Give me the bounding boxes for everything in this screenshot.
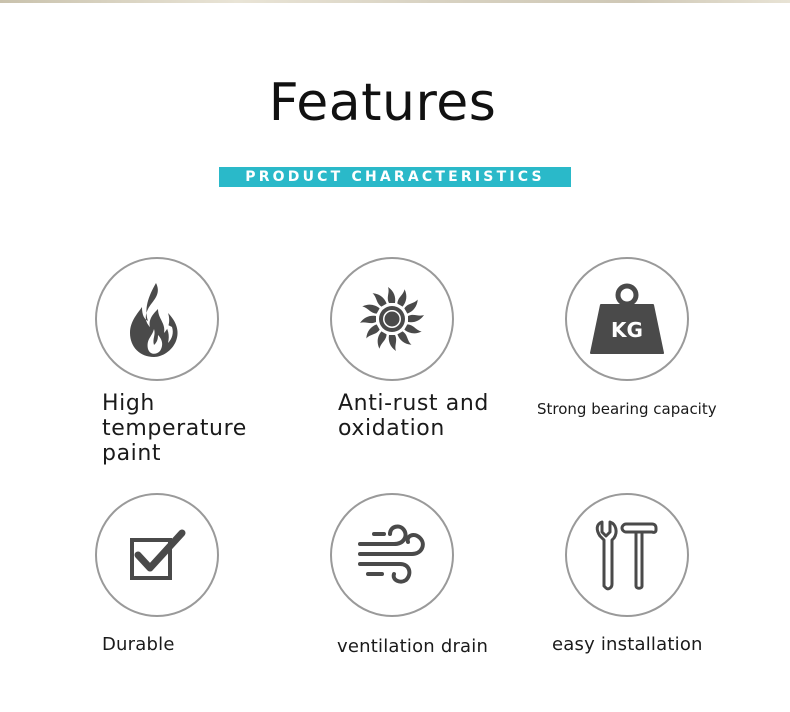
feature-circle-installation: [565, 493, 689, 617]
subtitle-badge: PRODUCT CHARACTERISTICS: [219, 167, 571, 187]
top-decorative-strip: [0, 0, 790, 3]
feature-circle-bearing: [565, 257, 689, 381]
kg-weight-icon: [587, 281, 667, 357]
tools-icon: [592, 518, 662, 592]
feature-label-ventilation: ventilation drain: [337, 636, 489, 657]
feature-circle-high-temperature: [95, 257, 219, 381]
wind-icon: [354, 522, 430, 588]
feature-circle-anti-rust: [330, 257, 454, 381]
kg-text: KG: [611, 318, 643, 342]
sun-icon: [355, 282, 429, 356]
page-title: Features: [268, 73, 497, 133]
feature-circle-ventilation: [330, 493, 454, 617]
feature-label-durable: Durable: [102, 634, 175, 655]
feature-label-high-temperature: High temperature paint: [102, 391, 247, 466]
flame-icon: [122, 279, 192, 359]
feature-circle-durable: [95, 493, 219, 617]
feature-label-anti-rust: Anti-rust and oxidation: [338, 391, 489, 441]
feature-label-bearing: Strong bearing capacity: [537, 400, 717, 418]
checkbox-icon: [122, 525, 192, 585]
feature-label-installation: easy installation: [552, 634, 703, 655]
